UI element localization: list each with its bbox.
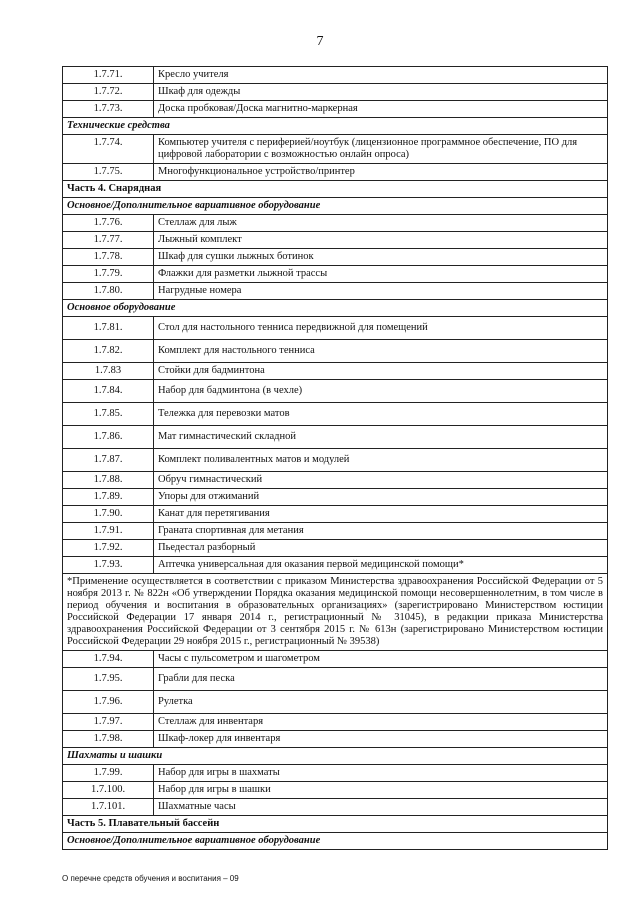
item-number: 1.7.89. [63, 489, 154, 506]
item-name: Часы с пульсометром и шагометром [154, 651, 608, 668]
item-name: Мат гимнастический складной [154, 426, 608, 449]
item-number: 1.7.92. [63, 540, 154, 557]
table-row [63, 449, 608, 472]
item-name: Флажки для разметки лыжной трассы [154, 266, 608, 283]
item-number: 1.7.99. [63, 765, 154, 782]
item-name: Граната спортивная для метания [154, 523, 608, 540]
table-row [63, 135, 608, 164]
part-heading-row [63, 181, 608, 198]
item-number: 1.7.74. [63, 135, 154, 164]
item-number: 1.7.81. [63, 317, 154, 340]
section-heading-row [63, 118, 608, 135]
table-row [63, 714, 608, 731]
item-number: 1.7.93. [63, 557, 154, 574]
item-name: Компьютер учителя с периферией/ноутбук (лицензионное программное обеспечение, ПО для цифровой лаборатории с возможностью онлайн опроса) [154, 135, 608, 164]
item-name: Тележка для перевозки матов [154, 403, 608, 426]
item-number: 1.7.73. [63, 101, 154, 118]
section-heading: Основное/Дополнительное вариативное оборудование [63, 833, 608, 850]
footer-text: О перечне средств обучения и воспитания – 09 [62, 874, 239, 883]
table-row [63, 765, 608, 782]
footnote-text: *Применение осуществляется в соответствии с приказом Министерства здравоохранения Российской Федерации от 5 ноября 2013 г. № 822н «Об утверждении Порядка оказания медицинской помощи несовершеннолетним, в том числе в период обучения и воспитания в образовательных организациях» (зарегистрировано Министерством юстиции Российской Федерации 17 января 2014 г., регистрационный № 31045), в редакции приказа Министерства здравоохранения Российской Федерации от 3 сентября 2015 г. № 613н (зарегистрировано Министерством юстиции Российской Федерации 29 ноября 2015 г., регистрационный № 39538) [63, 574, 608, 651]
item-name: Стеллаж для инвентаря [154, 714, 608, 731]
table-row [63, 403, 608, 426]
item-number: 1.7.75. [63, 164, 154, 181]
table-row [63, 782, 608, 799]
item-name: Шахматные часы [154, 799, 608, 816]
item-name: Набор для игры в шашки [154, 782, 608, 799]
table-row [63, 340, 608, 363]
item-number: 1.7.101. [63, 799, 154, 816]
item-name: Стойки для бадминтона [154, 363, 608, 380]
table-row [63, 363, 608, 380]
table-row [63, 266, 608, 283]
item-name: Лыжный комплект [154, 232, 608, 249]
part-heading-row [63, 816, 608, 833]
section-heading: Основное оборудование [63, 300, 608, 317]
section-heading: Технические средства [63, 118, 608, 135]
table-row [63, 540, 608, 557]
item-name: Стол для настольного тенниса передвижной для помещений [154, 317, 608, 340]
table-row [63, 283, 608, 300]
item-number: 1.7.72. [63, 84, 154, 101]
item-number: 1.7.79. [63, 266, 154, 283]
item-number: 1.7.98. [63, 731, 154, 748]
item-name: Шкаф-локер для инвентаря [154, 731, 608, 748]
item-name: Многофункциональное устройство/принтер [154, 164, 608, 181]
table-row [63, 668, 608, 691]
item-number: 1.7.76. [63, 215, 154, 232]
item-number: 1.7.83 [63, 363, 154, 380]
item-name: Нагрудные номера [154, 283, 608, 300]
table-row [63, 731, 608, 748]
item-number: 1.7.91. [63, 523, 154, 540]
item-number: 1.7.85. [63, 403, 154, 426]
item-number: 1.7.90. [63, 506, 154, 523]
item-name: Доска пробковая/Доска магнитно-маркерная [154, 101, 608, 118]
item-name: Канат для перетягивания [154, 506, 608, 523]
item-name: Комплект поливалентных матов и модулей [154, 449, 608, 472]
section-heading-row [63, 198, 608, 215]
item-name: Аптечка универсальная для оказания первой медицинской помощи* [154, 557, 608, 574]
item-name: Грабли для песка [154, 668, 608, 691]
item-name: Шкаф для одежды [154, 84, 608, 101]
table-row [63, 67, 608, 84]
item-number: 1.7.84. [63, 380, 154, 403]
table-row [63, 232, 608, 249]
item-number: 1.7.88. [63, 472, 154, 489]
table-row [63, 523, 608, 540]
part-heading: Часть 4. Снарядная [63, 181, 608, 198]
section-heading-row [63, 300, 608, 317]
table-row [63, 215, 608, 232]
item-number: 1.7.82. [63, 340, 154, 363]
item-name: Обруч гимнастический [154, 472, 608, 489]
part-heading: Часть 5. Плавательный бассейн [63, 816, 608, 833]
item-name: Набор для бадминтона (в чехле) [154, 380, 608, 403]
item-number: 1.7.86. [63, 426, 154, 449]
item-name: Комплект для настольного тенниса [154, 340, 608, 363]
item-name: Кресло учителя [154, 67, 608, 84]
table-row [63, 317, 608, 340]
table-row [63, 249, 608, 266]
item-number: 1.7.71. [63, 67, 154, 84]
table-row [63, 84, 608, 101]
footnote-row [63, 574, 608, 651]
section-heading: Шахматы и шашки [63, 748, 608, 765]
table-row [63, 651, 608, 668]
equipment-table [62, 66, 608, 850]
item-number: 1.7.95. [63, 668, 154, 691]
section-heading: Основное/Дополнительное вариативное оборудование [63, 198, 608, 215]
item-name: Пьедестал разборный [154, 540, 608, 557]
table-row [63, 557, 608, 574]
item-name: Рулетка [154, 691, 608, 714]
item-name: Набор для игры в шахматы [154, 765, 608, 782]
item-number: 1.7.96. [63, 691, 154, 714]
item-number: 1.7.78. [63, 249, 154, 266]
table-row [63, 799, 608, 816]
item-number: 1.7.100. [63, 782, 154, 799]
item-name: Упоры для отжиманий [154, 489, 608, 506]
table-row [63, 691, 608, 714]
item-number: 1.7.97. [63, 714, 154, 731]
section-heading-row [63, 748, 608, 765]
table-row [63, 380, 608, 403]
table-row [63, 426, 608, 449]
table-row [63, 506, 608, 523]
item-number: 1.7.94. [63, 651, 154, 668]
item-name: Стеллаж для лыж [154, 215, 608, 232]
equipment-table-body [63, 67, 608, 850]
table-row [63, 472, 608, 489]
item-number: 1.7.87. [63, 449, 154, 472]
table-row [63, 164, 608, 181]
section-heading-row [63, 833, 608, 850]
table-row [63, 101, 608, 118]
item-name: Шкаф для сушки лыжных ботинок [154, 249, 608, 266]
item-number: 1.7.80. [63, 283, 154, 300]
item-number: 1.7.77. [63, 232, 154, 249]
table-row [63, 489, 608, 506]
page-number: 7 [316, 34, 324, 49]
